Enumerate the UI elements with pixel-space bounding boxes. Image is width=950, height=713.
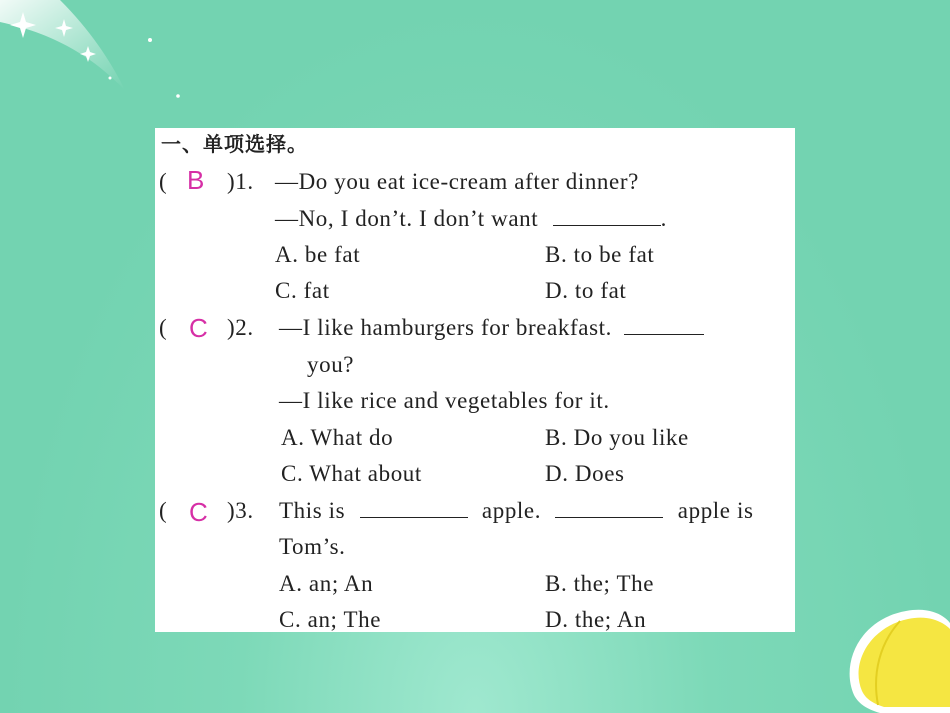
question-1-line-2 [275,205,667,233]
exercise-card [155,128,795,632]
option-1b: B. to be fat [545,242,655,267]
option-1d: D. to fat [545,278,627,303]
answer-blank [553,205,661,226]
answer-mark-2: C [189,313,209,343]
option-3d: D. the; An [545,607,647,632]
question-2-line-1b: you? [307,352,355,377]
option-2c: C. What about [281,461,422,486]
question-3-line-2: Tom’s. [279,534,346,559]
question-number-3: )3. [227,498,254,523]
question-2-line-2: —I like rice and vegetables for it. [279,388,610,413]
leaf-decoration [840,603,950,713]
answer-blank [360,497,468,518]
option-3a: A. an; An [279,571,374,596]
answer-blank [555,497,663,518]
question-3-line-1 [279,497,754,525]
option-3c: C. an; The [279,607,382,632]
option-2b: B. Do you like [545,425,689,450]
answer-paren-open: ( [159,498,168,523]
answer-mark-3: C [189,497,209,527]
answer-paren-open: ( [159,315,168,340]
question-1-line-1: —Do you eat ice-cream after dinner? [275,169,639,194]
sparkle-decoration [0,0,190,120]
answer-paren-open: ( [159,169,168,194]
question-number-1: )1. [227,169,254,194]
question-1-period: . [660,206,667,231]
option-2a: A. What do [281,425,394,450]
question-2-line-1-text: —I like hamburgers for breakfast. [279,315,612,340]
question-number-2: )2. [227,315,254,340]
question-1-line-2-text: —No, I don’t. I don’t want [275,206,539,231]
section-heading: 一、单项选择。 [161,132,308,156]
option-1a: A. be fat [275,242,361,267]
question-3-text-c: apple is [677,498,754,523]
answer-mark-1: B [187,165,205,195]
answer-blank [624,314,704,335]
option-3b: B. the; The [545,571,655,596]
question-3-text-a: This is [279,498,346,523]
question-2-line-1 [279,314,704,342]
option-1c: C. fat [275,278,330,303]
question-3-text-b: apple. [481,498,542,523]
option-2d: D. Does [545,461,625,486]
